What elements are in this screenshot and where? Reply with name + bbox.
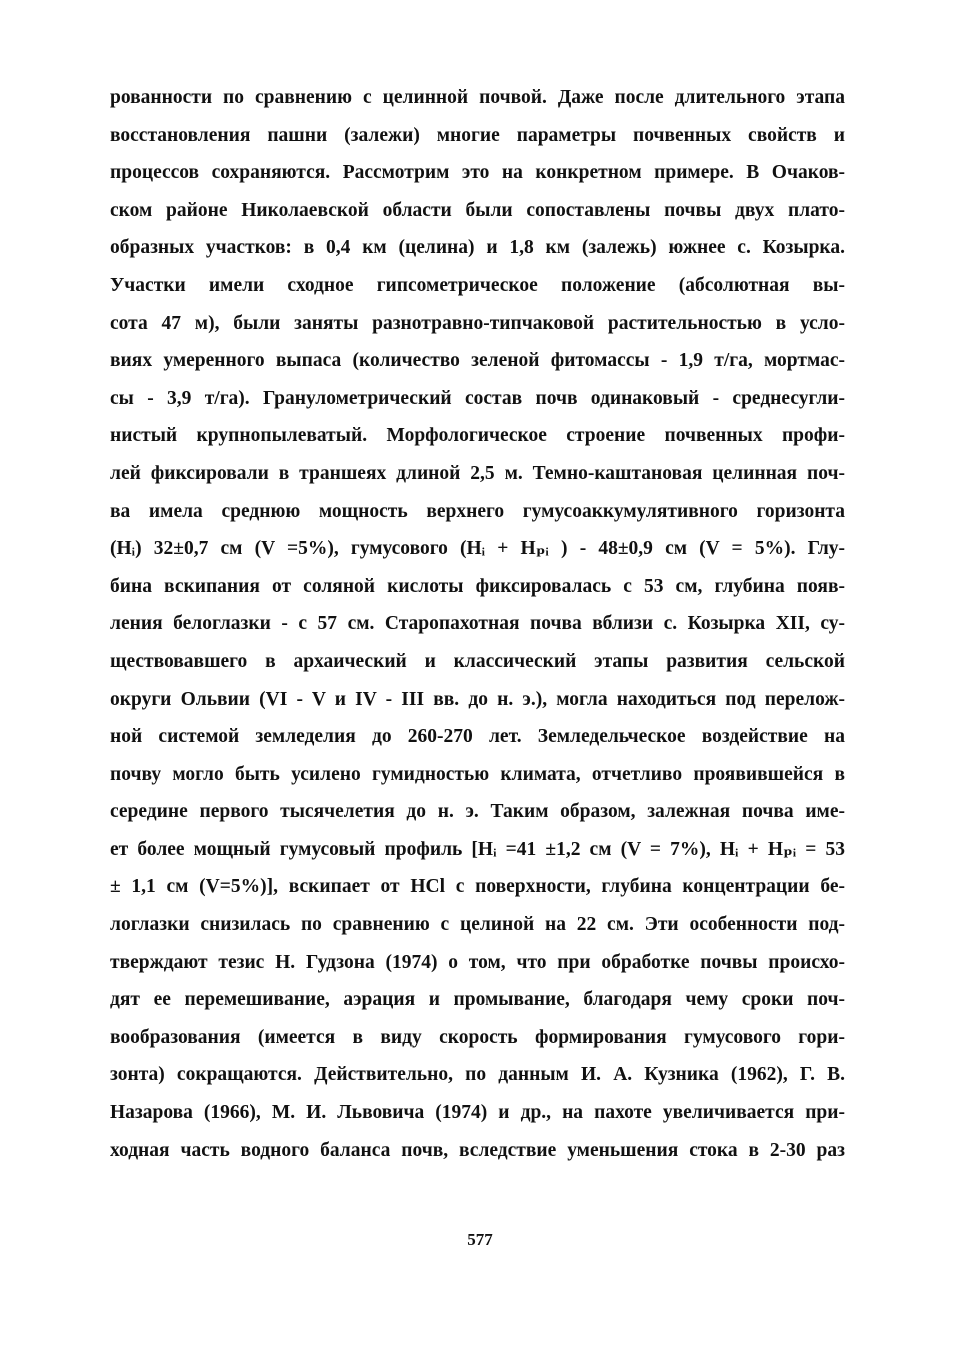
text-line: восстановления пашни (залежи) многие параметры почвенных свойств и: [110, 124, 845, 146]
text-line: округи Ольвии (VI - V и IV - III вв. до н. э.), могла находиться под перелож-: [110, 688, 845, 710]
text-line: ет более мощный гумусовый профиль [Hᵢ =41 ±1,2 см (V = 7%), Hᵢ + Hₚᵢ = 53: [110, 838, 845, 860]
text-line: ва имела среднюю мощность верхнего гумусоаккумулятивного горизонта: [110, 500, 845, 522]
text-line: (Hᵢ) 32±0,7 см (V =5%), гумусового (Hᵢ + Hₚᵢ ) - 48±0,9 см (V = 5%). Глу-: [110, 538, 845, 560]
text-line: середине первого тысячелетия до н. э. Таким образом, залежная почва име-: [110, 801, 845, 823]
text-line: сота 47 м), были заняты разнотравно-типчаковой растительностью в усло-: [110, 312, 845, 334]
text-line: ления белоглазки - с 57 см. Старопахотная почва вблизи с. Козырка XII, су-: [110, 613, 845, 635]
text-line: вообразования (имеется в виду скорость формирования гумусового гори-: [110, 1026, 845, 1048]
text-line: виях умеренного выпаса (количество зеленой фитомассы - 1,9 т/га, мортмас-: [110, 350, 845, 372]
body-text: [110, 79, 845, 1169]
text-line: ществовавшего в архаический и классический этапы развития сельской: [110, 650, 845, 672]
text-line: бина вскипания от соляной кислоты фиксировалась с 53 см, глубина появ-: [110, 575, 845, 597]
text-line: ± 1,1 см (V=5%)], вскипает от HCl с поверхности, глубина концентрации бе-: [110, 876, 845, 898]
text-line: Назарова (1966), М. И. Львовича (1974) и др., на пахоте увеличивается при-: [110, 1102, 845, 1124]
text-line: сы - 3,9 т/га). Гранулометрический состав почв одинаковый - среднесугли-: [110, 387, 845, 409]
text-line: Участки имели сходное гипсометрическое положение (абсолютная вы-: [110, 274, 845, 296]
text-line: логлазки снизилась по сравнению с целиной на 22 см. Эти особенности под-: [110, 914, 845, 936]
text-line: почву могло быть усилено гумидностью климата, отчетливо проявившейся в: [110, 763, 845, 785]
text-line: ходная часть водного баланса почв, вследствие уменьшения стока в 2-30 раз: [110, 1139, 845, 1161]
text-line: рованности по сравнению с целинной почвой. Даже после длительного этапа: [110, 87, 845, 108]
text-line: нистый крупнопылеватый. Морфологическое строение почвенных профи-: [110, 425, 845, 447]
text-line: ском районе Николаевской области были сопоставлены почвы двух плато-: [110, 199, 845, 221]
page-number: 577: [467, 1230, 493, 1249]
text-line: дят ее перемешивание, аэрация и промывание, благодаря чему сроки поч-: [110, 989, 845, 1011]
text-line: тверждают тезис Н. Гудзона (1974) о том, что при обработке почвы происхо-: [110, 951, 845, 973]
text-line: зонта) сокращаются. Действительно, по данным И. А. Кузника (1962), Г. В.: [110, 1064, 845, 1086]
text-line: процессов сохраняются. Рассмотрим это на конкретном примере. В Очаков-: [110, 162, 845, 184]
text-line: образных участков: в 0,4 км (целина) и 1,8 км (залежь) южнее с. Козырка.: [110, 237, 845, 259]
text-line: лей фиксировали в траншеях длиной 2,5 м. Темно-каштановая целинная поч-: [110, 462, 845, 484]
text-line: ной системой земледелия до 260-270 лет. Земледельческое воздействие на: [110, 726, 845, 748]
